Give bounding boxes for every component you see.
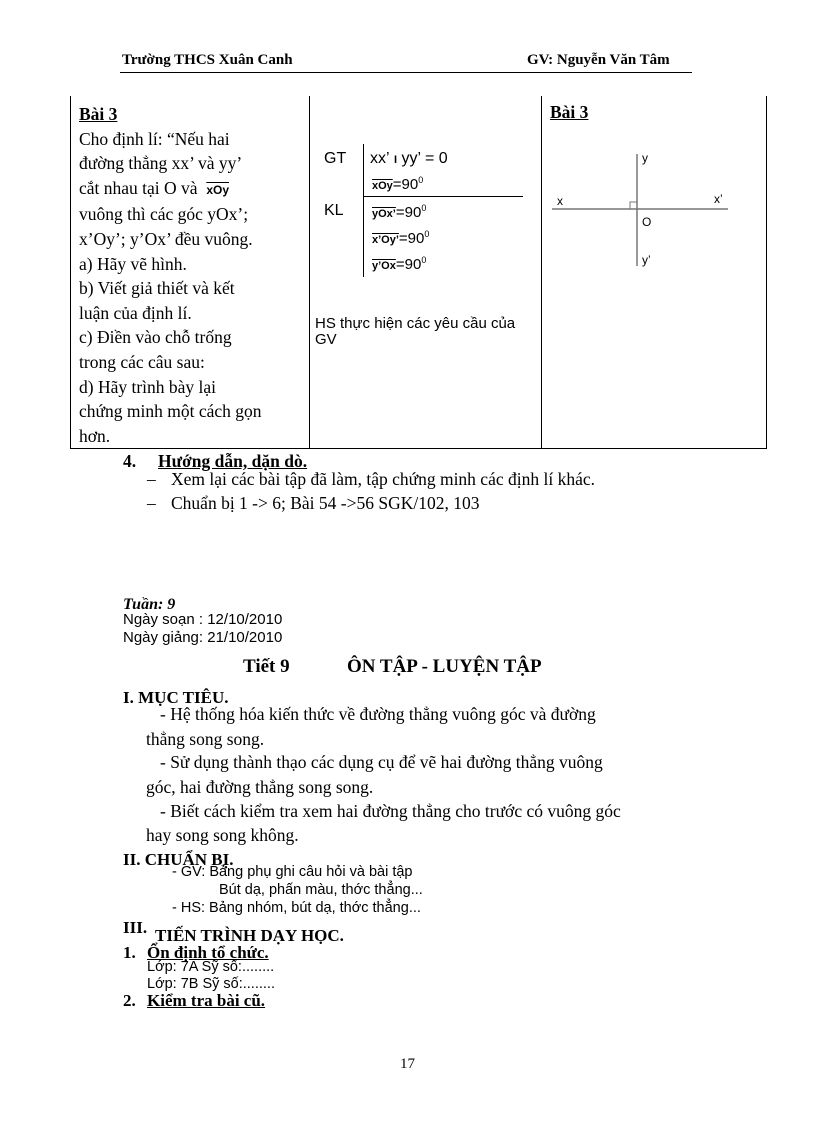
exercise-title: Bài 3 bbox=[79, 104, 118, 124]
period-label: Tiết 9 bbox=[243, 656, 290, 677]
objective-line: - Biết cách kiểm tra xem hai đường thẳng cho trước có vuông góc bbox=[160, 801, 621, 821]
week-label: Tuần: 9 bbox=[123, 596, 176, 613]
statement-line: x’Oy’; y’Ox’ đều vuông. bbox=[79, 228, 253, 249]
step2-title: Kiểm tra bài cũ. bbox=[147, 991, 266, 1010]
lesson-title: ÔN TẬP - LUYỆN TẬP bbox=[347, 656, 542, 677]
kl-line-3: $y’Ox=90^0$ bbox=[372, 255, 427, 273]
teacher-name: GV: Nguyễn Văn Tâm bbox=[527, 52, 670, 68]
statement-line: vuông thì các góc yOx’; bbox=[79, 204, 249, 225]
gt-kl-divider bbox=[363, 144, 364, 277]
step1-number: 1. bbox=[123, 943, 136, 962]
right-angle-mark bbox=[630, 202, 637, 209]
exercise-statement-cell bbox=[71, 96, 310, 449]
section4-number: 4. bbox=[123, 451, 137, 471]
objective-line: - Hệ thống hóa kiến thức về đường thẳng vuông góc và đường bbox=[160, 704, 596, 724]
label-y-prime: y’ bbox=[642, 253, 651, 267]
school-name: Trường THCS Xuân Canh bbox=[122, 52, 293, 68]
kl-label: KL bbox=[324, 202, 344, 219]
statement-line: d) Hãy trình bày lại bbox=[79, 376, 217, 397]
label-o: O bbox=[642, 215, 652, 229]
prep-line: - GV: Bảng phụ ghi câu hỏi và bài tập bbox=[172, 864, 413, 880]
objectives-heading: I. MỤC TIÊU. bbox=[123, 688, 229, 707]
label-y: y bbox=[642, 151, 648, 165]
figure-title: Bài 3 bbox=[550, 102, 589, 122]
angle-xoy-label: $\overline{xOy}$ bbox=[206, 182, 229, 197]
gt-line-2: $\overline{xOy}=90^0$ bbox=[372, 175, 424, 193]
gt-label: GT bbox=[324, 150, 347, 167]
student-task-note: HS thực hiện các yêu cầu của GV bbox=[315, 315, 516, 348]
kl-line-2: $x’Oy’=90^0$ bbox=[372, 229, 430, 247]
kl-line-1: $yOx’=90^0$ bbox=[372, 203, 427, 221]
process-heading: TIẾN TRÌNH DẠY HỌC. bbox=[155, 926, 344, 945]
class-7a-line: Lớp: 7A Sỹ số:........ bbox=[147, 959, 275, 975]
statement-line: chứng minh một cách gọn bbox=[79, 401, 262, 422]
statement-line: b) Viết giả thiết và kết bbox=[79, 278, 235, 299]
objective-line: hay song song không. bbox=[146, 825, 299, 845]
prep-line: Bút dạ, phấn màu, thớc thẳng... bbox=[219, 882, 423, 898]
statement-line: Cho định lí: “Nếu hai bbox=[79, 128, 230, 149]
page-number: 17 bbox=[400, 1056, 415, 1072]
statement-line: đường thẳng xx’ và yy’ bbox=[79, 153, 243, 174]
gt-line-1: xx’ I yy’ = 0 bbox=[370, 150, 448, 167]
prep-line: - HS: Bảng nhóm, bút dạ, thớc thẳng... bbox=[172, 900, 421, 916]
section4-item-2: Chuẩn bị 1 -> 6; Bài 54 ->56 SGK/102, 103 bbox=[171, 493, 480, 513]
statement-line: hơn. bbox=[79, 425, 111, 446]
prep-heading: II. CHUẨN BỊ. bbox=[123, 850, 234, 869]
step2-number: 2. bbox=[123, 991, 136, 1010]
hypothesis-conclusion-cell bbox=[310, 96, 542, 449]
header-rule bbox=[120, 72, 692, 73]
section4-bullet: – bbox=[147, 493, 156, 513]
section4-bullet: – bbox=[147, 469, 156, 489]
step1-title: Ổn định tổ chức. bbox=[147, 943, 269, 962]
exercise-table bbox=[70, 96, 767, 449]
perpendicular-lines-figure bbox=[542, 96, 766, 441]
statement-line: cắt nhau tại O và $\overline{xOy}$ bbox=[79, 177, 229, 198]
statement-line: luận của định lí. bbox=[79, 302, 192, 323]
date-prepared: Ngày soạn : 12/10/2010 bbox=[123, 611, 283, 628]
class-7b-line: Lớp: 7B Sỹ số:........ bbox=[147, 976, 275, 992]
figure-cell bbox=[542, 96, 767, 449]
date-taught: Ngày giảng: 21/10/2010 bbox=[123, 629, 283, 646]
statement-line: trong các câu sau: bbox=[79, 351, 205, 372]
statement-line: c) Điền vào chỗ trống bbox=[79, 327, 232, 348]
section4-item-1: Xem lại các bài tập đã làm, tập chứng minh các định lí khác. bbox=[171, 469, 595, 489]
objective-line: góc, hai đường thẳng song song. bbox=[146, 777, 374, 797]
process-heading-number: III. bbox=[123, 918, 148, 937]
section4-title: Hướng dẫn, dặn dò. bbox=[158, 451, 308, 471]
gt-kl-separator bbox=[363, 196, 523, 197]
label-x: x bbox=[557, 194, 563, 208]
objective-line: - Sử dụng thành thạo các dụng cụ để vẽ hai đường thẳng vuông bbox=[160, 752, 603, 772]
statement-line: a) Hãy vẽ hình. bbox=[79, 253, 187, 274]
label-x-prime: x’ bbox=[714, 192, 723, 206]
objective-line: thẳng song song. bbox=[146, 729, 265, 749]
